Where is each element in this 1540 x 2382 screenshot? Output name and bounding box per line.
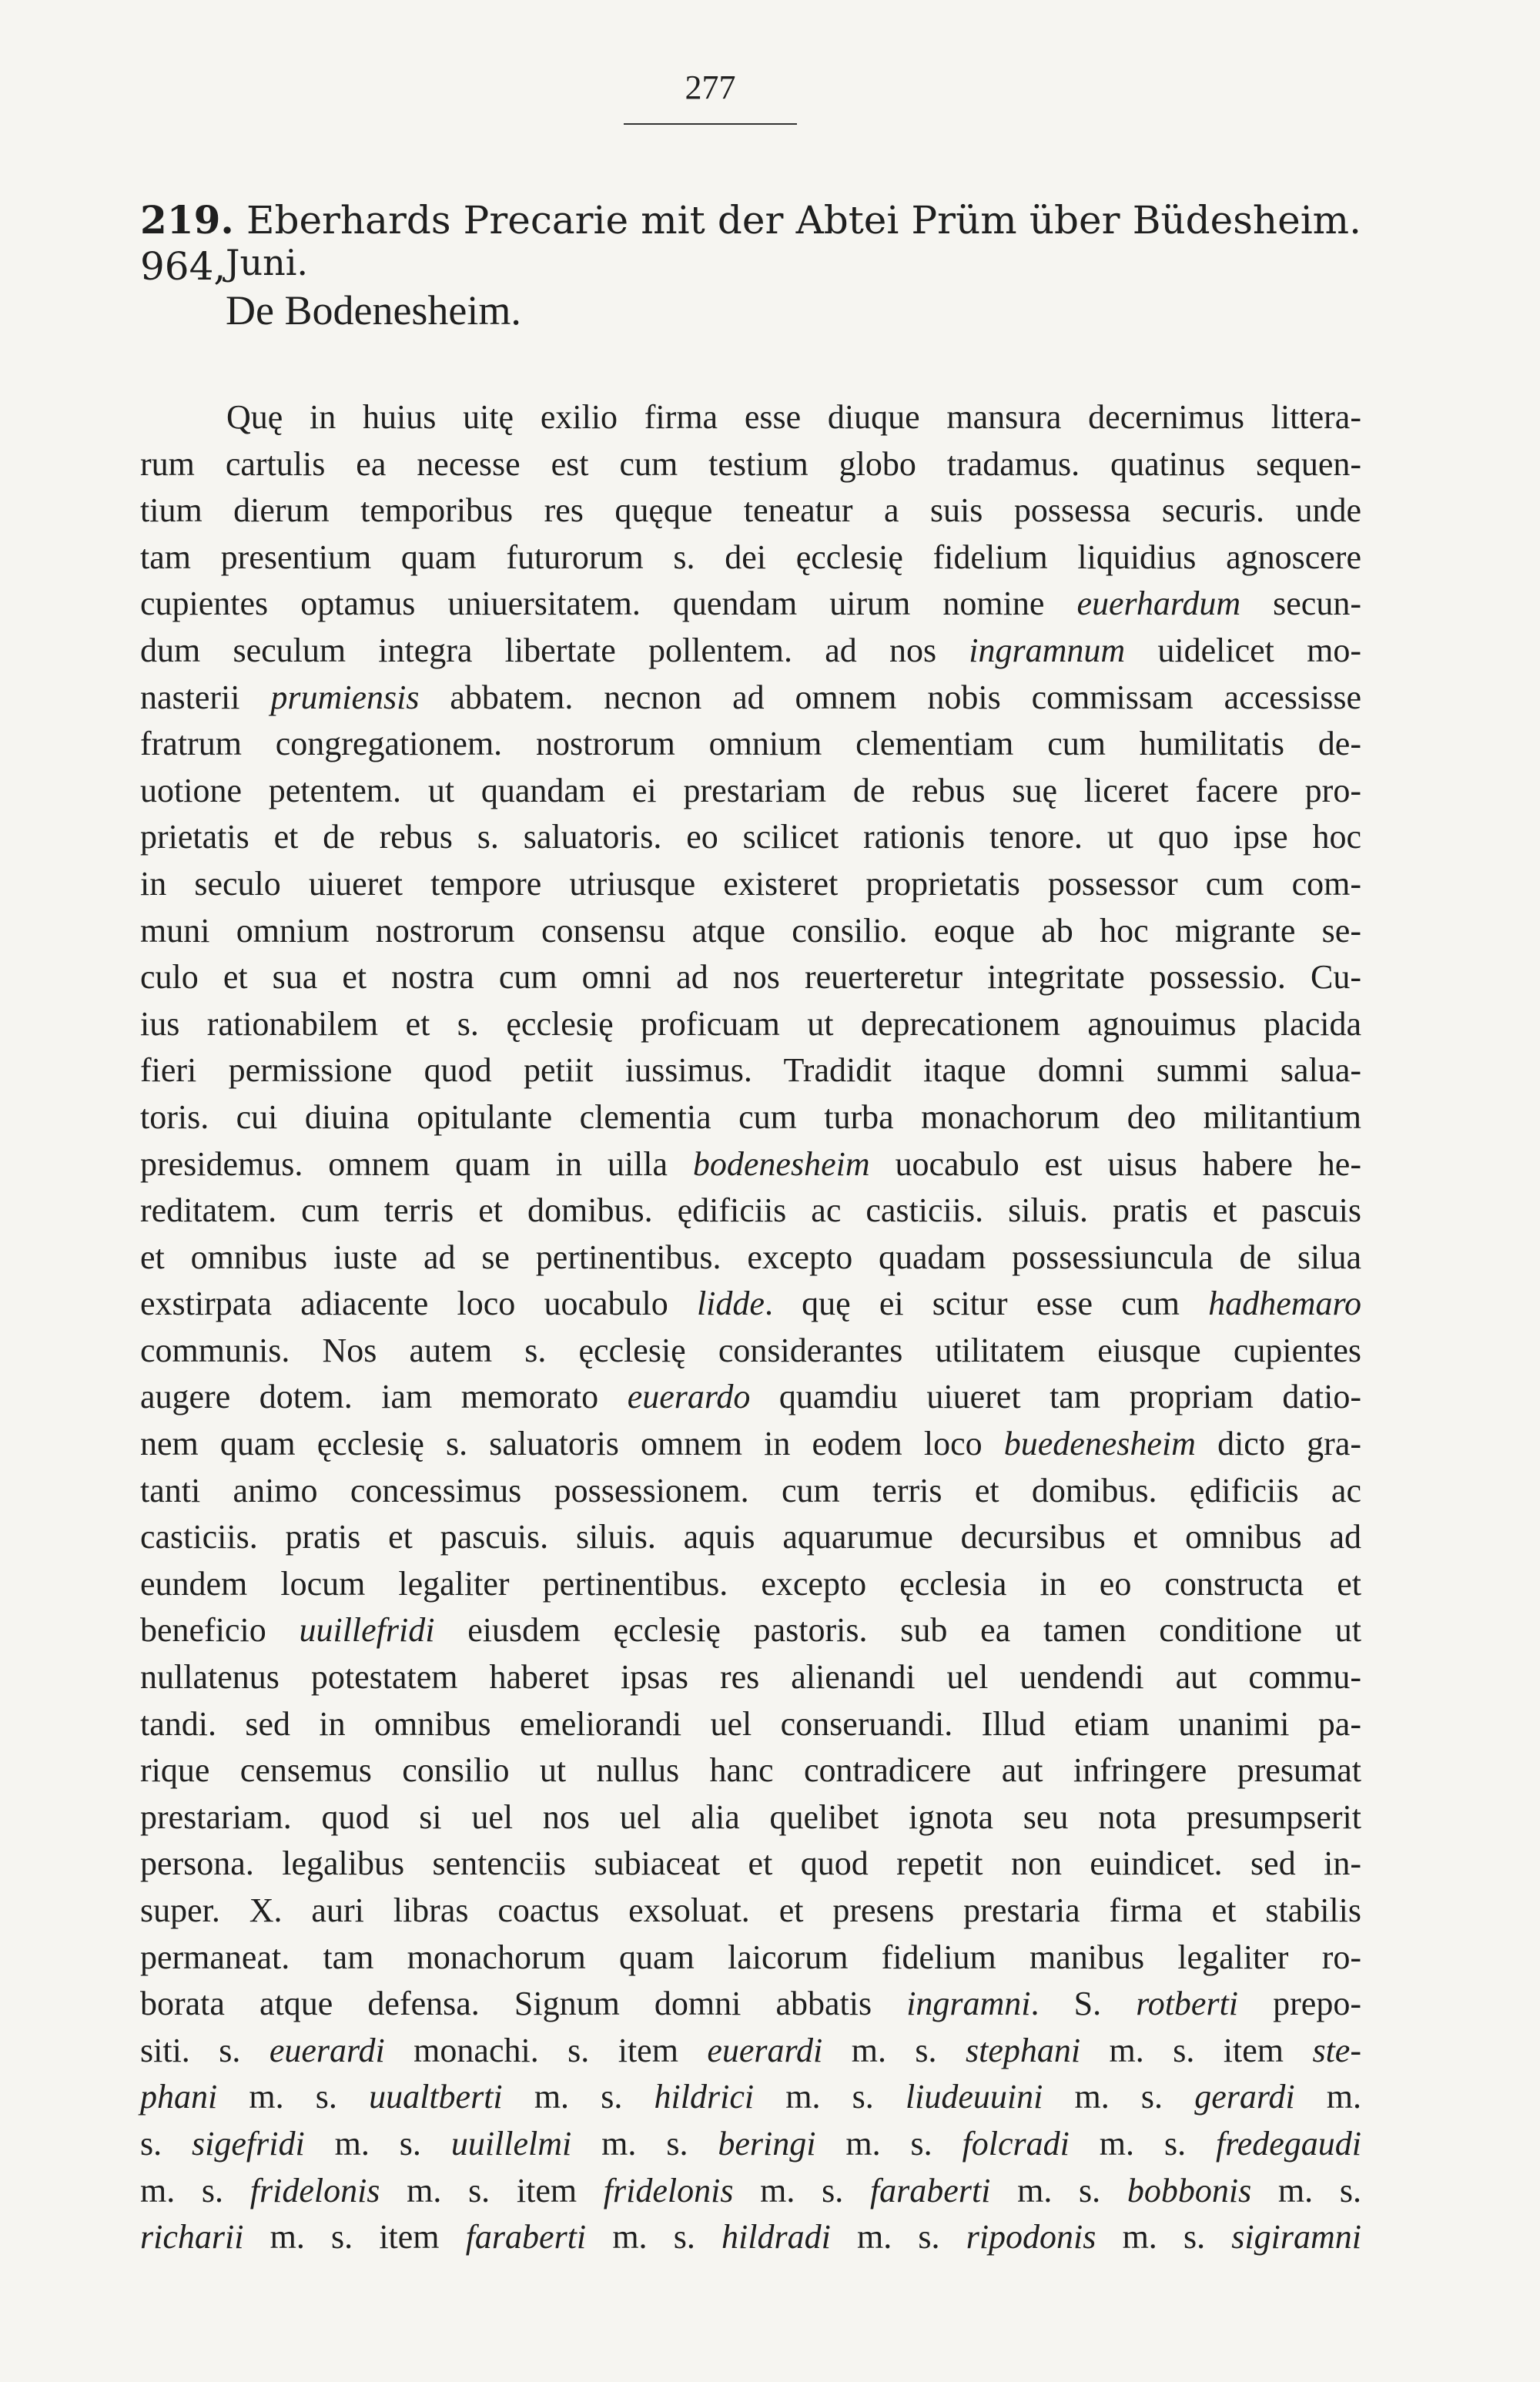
- text-line: [140, 1001, 1361, 1048]
- text-segment: m. s.: [733, 2171, 870, 2209]
- italic-name: fredegaudi: [1215, 2124, 1361, 2163]
- text-segment: m. s.: [830, 2218, 966, 2256]
- text-line: [140, 1747, 1361, 1794]
- text-segment: exstirpata adiacente loco uocabulo: [140, 1285, 697, 1323]
- italic-name: fridelonis: [249, 2171, 380, 2209]
- text-segment: toris. cui diuina opitulante clementia cum turba monachorum deo militantium: [140, 1097, 1361, 1136]
- text-segment: m. s. item: [1080, 2031, 1313, 2069]
- text-segment: dicto gra-: [1195, 1425, 1361, 1463]
- text-line: [140, 1421, 1361, 1468]
- italic-name: faraberti: [869, 2171, 991, 2209]
- italic-name: faraberti: [465, 2218, 587, 2256]
- text-line: [140, 1607, 1361, 1654]
- text-line: [140, 1468, 1361, 1515]
- italic-name: folcradi: [962, 2124, 1070, 2163]
- italic-name: euerardi: [269, 2031, 385, 2069]
- text-segment: communis. Nos autem s. ęcclesię considerantes utilitatem eiusque cupientes: [140, 1331, 1361, 1369]
- text-line: [140, 1235, 1361, 1281]
- italic-name: rotberti: [1136, 1985, 1239, 2023]
- charter-title: Eberhards Precarie mit der Abtei Prüm über Büdesheim. 964,: [140, 198, 1361, 289]
- text-segment: reditatem. cum terris et domibus. ędificiis ac casticiis. siluis. pratis et pascuis: [140, 1191, 1361, 1230]
- text-line: [140, 1047, 1361, 1094]
- italic-name: euerardi: [707, 2031, 823, 2069]
- italic-name: uualtberti: [369, 2078, 503, 2116]
- text-segment: beneficio: [140, 1611, 300, 1650]
- text-segment: abbatem. necnon ad omnem nobis commissam accessisse: [419, 678, 1361, 716]
- text-segment: uocabulo est uisus habere he-: [869, 1144, 1361, 1183]
- text-segment: prestariam. quod si uel nos uel alia quelibet ignota seu nota presumpserit: [140, 1797, 1361, 1836]
- italic-name: phani: [140, 2078, 218, 2116]
- italic-name: fridelonis: [603, 2171, 734, 2209]
- text-segment: monachi. s. item: [384, 2031, 708, 2069]
- text-segment: m.: [1294, 2078, 1361, 2116]
- text-line: [140, 628, 1361, 675]
- text-segment: muni omnium nostrorum consensu atque consilio. eoque ab hoc migrante se-: [140, 911, 1361, 950]
- italic-name: sigefridi: [192, 2124, 305, 2163]
- text-segment: uidelicet mo-: [1125, 631, 1362, 669]
- text-segment: m. s.: [822, 2031, 966, 2069]
- text-segment: cupientes optamus uniuersitatem. quendam uirum nomine: [140, 585, 1077, 623]
- text-line: [140, 1094, 1361, 1141]
- italic-name: hadhemaro: [1208, 1285, 1361, 1323]
- text-segment: prepo-: [1238, 1985, 1361, 2023]
- text-segment: ius rationabilem et s. ęcclesię proficuam ut deprecationem agnouimus placida: [140, 1004, 1361, 1043]
- text-segment: augere dotem. iam memorato: [140, 1378, 628, 1416]
- text-segment: culo et sua et nostra cum omni ad nos reuerteretur integritate possessio. Cu-: [140, 958, 1361, 997]
- text-line: [140, 2074, 1361, 2121]
- text-segment: et omnibus iuste ad se pertinentibus. excepto quadam possessiuncula de silua: [140, 1238, 1361, 1276]
- text-line: [140, 1841, 1361, 1888]
- text-segment: m. s.: [217, 2078, 370, 2116]
- italic-name: hildrici: [654, 2078, 755, 2116]
- text-segment: super. X. auri libras coactus exsoluat. et presens prestaria firma et stabilis: [140, 1891, 1361, 1929]
- text-segment: in seculo uiueret tempore utriusque existeret proprietatis possessor cum com-: [140, 864, 1361, 903]
- text-line: [140, 1654, 1361, 1701]
- text-segment: m. s.: [1251, 2171, 1361, 2209]
- italic-name: beringi: [718, 2124, 816, 2163]
- text-segment: . quę ei scitur esse cum: [764, 1285, 1209, 1323]
- italic-name: bobbonis: [1127, 2171, 1252, 2209]
- text-line: [140, 1888, 1361, 1935]
- text-line: [140, 2121, 1361, 2168]
- text-segment: borata atque defensa. Signum domni abbatis: [140, 1985, 907, 2023]
- text-segment: Quę in huius uitę exilio firma esse diuque mansura decernimus littera-: [226, 398, 1361, 436]
- text-line: [140, 2214, 1361, 2261]
- text-line: [140, 1981, 1361, 2028]
- text-segment: . S.: [1030, 1985, 1137, 2023]
- italic-name: ste-: [1312, 2031, 1361, 2069]
- text-line: [140, 1141, 1361, 1188]
- italic-name: richarii: [140, 2218, 244, 2256]
- text-line: [140, 1701, 1361, 1748]
- charter-text: [140, 394, 1361, 2261]
- italic-name: buedenesheim: [1003, 1425, 1196, 1463]
- text-segment: quamdiu uiueret tam propriam datio-: [750, 1378, 1362, 1416]
- text-segment: siti. s.: [140, 2031, 270, 2069]
- text-segment: fratrum congregationem. nostrorum omnium clementiam cum humilitatis de-: [140, 725, 1361, 763]
- italic-name: ingramnum: [969, 631, 1126, 669]
- text-segment: presidemus. omnem quam in uilla: [140, 1144, 693, 1183]
- text-segment: nem quam ęcclesię s. saluatoris omnem in eodem loco: [140, 1425, 1004, 1463]
- text-segment: m. s.: [1043, 2078, 1195, 2116]
- text-segment: tanti animo concessimus possessionem. cum terris et domibus. ędificiis ac: [140, 1471, 1361, 1509]
- italic-name: uuillelmi: [450, 2124, 572, 2163]
- text-segment: secun-: [1240, 585, 1361, 623]
- italic-name: bodenesheim: [692, 1144, 870, 1183]
- text-segment: m. s.: [1069, 2124, 1216, 2163]
- text-segment: m. s.: [815, 2124, 962, 2163]
- italic-name: prumiensis: [270, 678, 420, 716]
- text-line: [140, 487, 1361, 534]
- italic-name: euerhardum: [1076, 585, 1241, 623]
- text-segment: m. s.: [754, 2078, 906, 2116]
- text-line: [140, 1188, 1361, 1235]
- text-line: [140, 534, 1361, 581]
- text-segment: m. s. item: [243, 2218, 466, 2256]
- text-segment: rique censemus consilio ut nullus hanc contradicere aut infringere presumat: [140, 1751, 1361, 1790]
- italic-name: ingramni: [906, 1985, 1031, 2023]
- text-segment: tandi. sed in omnibus emeliorandi uel conseruandi. Illud etiam unanimi pa-: [140, 1704, 1361, 1743]
- italic-name: uuillefridi: [299, 1611, 435, 1650]
- text-segment: m. s. item: [380, 2171, 604, 2209]
- italic-name: liudeuuini: [905, 2078, 1043, 2116]
- text-line: [140, 394, 1361, 441]
- text-segment: nullatenus potestatem haberet ipsas res alienandi uel uendendi aut commu-: [140, 1658, 1361, 1697]
- text-line: [140, 861, 1361, 908]
- text-segment: tam presentium quam futurorum s. dei ęcclesię fidelium liquidius agnoscere: [140, 538, 1361, 576]
- text-line: [140, 814, 1361, 861]
- text-line: [140, 581, 1361, 628]
- text-line: [140, 954, 1361, 1001]
- text-segment: m. s.: [1096, 2218, 1232, 2256]
- text-segment: fieri permissione quod petiit iussimus. Tradidit itaque domni summi salua-: [140, 1051, 1361, 1090]
- text-segment: dum seculum integra libertate pollentem. ad nos: [140, 631, 969, 669]
- text-line: [140, 908, 1361, 955]
- text-line: [140, 1281, 1361, 1328]
- italic-name: euerardo: [627, 1378, 751, 1416]
- italic-name: ripodonis: [966, 2218, 1096, 2256]
- text-segment: m. s.: [304, 2124, 451, 2163]
- text-segment: uotione petentem. ut quandam ei prestariam de rebus suę liceret facere pro-: [140, 771, 1361, 809]
- text-segment: casticiis. pratis et pascuis. siluis. aquis aquarumue decursibus et omnibus ad: [140, 1518, 1361, 1556]
- text-line: [140, 1561, 1361, 1608]
- charter-heading: [140, 197, 1361, 290]
- page-number: 277: [685, 69, 736, 106]
- text-segment: m. s.: [502, 2078, 654, 2116]
- text-segment: prietatis et de rebus s. saluatoris. eo scilicet rationis tenore. ut quo ipse hoc: [140, 818, 1361, 856]
- italic-name: sigiramni: [1231, 2218, 1361, 2256]
- text-segment: m. s.: [586, 2218, 722, 2256]
- italic-name: stephani: [965, 2031, 1081, 2069]
- charter-title-continuation: Juni.: [226, 242, 309, 283]
- text-segment: eundem locum legaliter pertinentibus. excepto ęcclesia in eo constructa et: [140, 1564, 1361, 1603]
- text-line: [140, 1514, 1361, 1561]
- text-line: [140, 721, 1361, 768]
- text-segment: s.: [140, 2124, 192, 2163]
- text-line: [140, 1374, 1361, 1421]
- text-segment: m. s.: [990, 2171, 1127, 2209]
- charter-number: 219.: [140, 197, 234, 243]
- italic-name: lidde: [696, 1285, 765, 1323]
- text-segment: nasterii: [140, 678, 271, 716]
- text-line: [140, 2168, 1361, 2215]
- text-segment: persona. legalibus sentenciis subiaceat et quod repetit non euindicet. sed in-: [140, 1844, 1361, 1883]
- text-line: [140, 675, 1361, 722]
- text-line: [140, 1794, 1361, 1841]
- italic-name: gerardi: [1194, 2078, 1295, 2116]
- text-segment: tium dierum temporibus res quęque teneatur a suis possessa securis. unde: [140, 491, 1361, 530]
- charter-subtitle: De Bodenesheim.: [226, 287, 521, 333]
- text-line: [140, 2028, 1361, 2075]
- text-segment: permaneat. tam monachorum quam laicorum fidelium manibus legaliter ro-: [140, 1938, 1361, 1976]
- text-line: [140, 1935, 1361, 1982]
- header-rule: [624, 123, 797, 125]
- text-line: [140, 441, 1361, 488]
- text-segment: rum cartulis ea necesse est cum testium globo tradamus. quatinus sequen-: [140, 444, 1361, 483]
- italic-name: hildradi: [721, 2218, 831, 2256]
- text-line: [140, 1328, 1361, 1375]
- text-line: [140, 768, 1361, 815]
- text-segment: m. s.: [571, 2124, 718, 2163]
- text-segment: eiusdem ęcclesię pastoris. sub ea tamen conditione ut: [434, 1611, 1361, 1650]
- text-segment: m. s.: [140, 2171, 250, 2209]
